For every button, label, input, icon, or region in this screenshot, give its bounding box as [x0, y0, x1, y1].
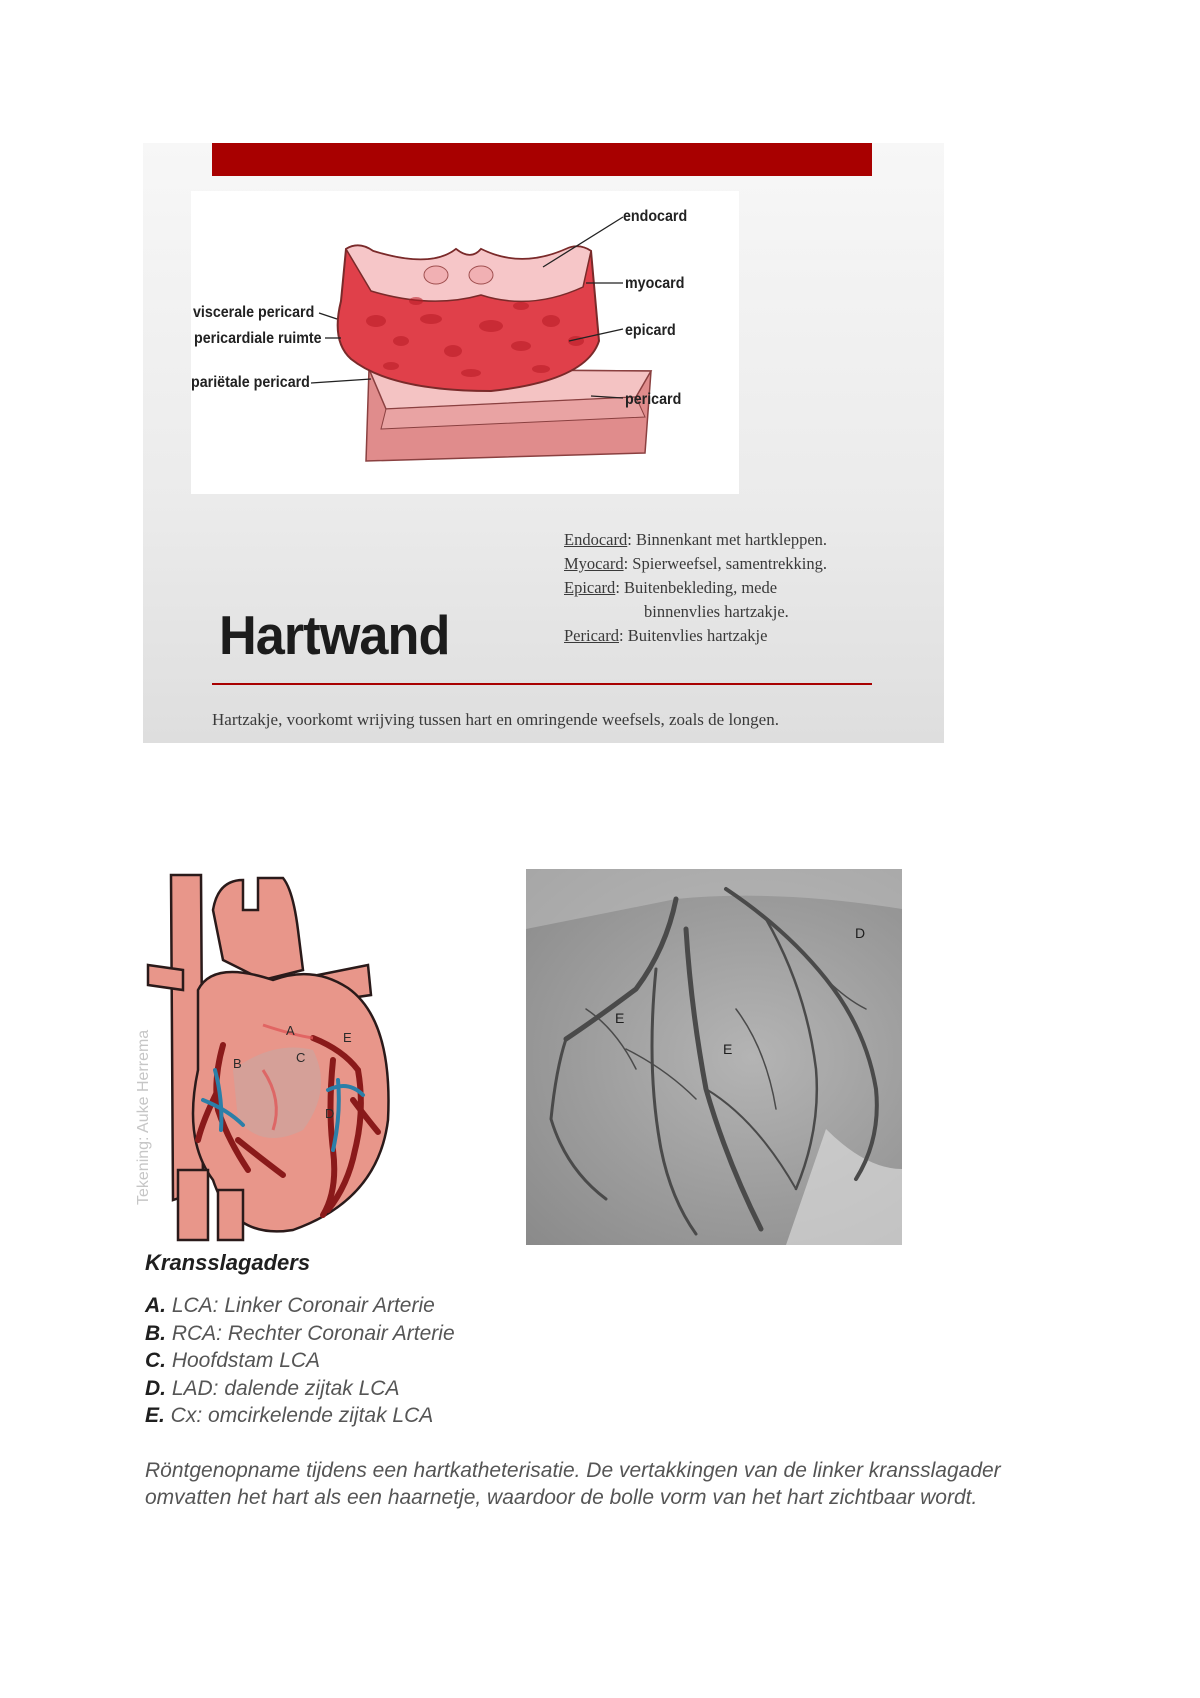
definition-term: Myocard	[564, 554, 624, 573]
angiogram-vessels	[526, 869, 902, 1245]
slide-title-bar	[212, 143, 872, 176]
definitions-list	[564, 528, 934, 648]
angiogram-image	[526, 869, 902, 1245]
xray-caption: Röntgenopname tijdens een hartkatheterisatie. De vertakkingen van de linker kransslagader omvatten het hart als een haarnetje, waardoor de bolle vorm van het hart zichtbaar wordt.	[145, 1459, 1001, 1509]
slide-footer-text: Hartzakje, voorkomt wrijving tussen hart en omringende weefsels, zoals de longen.	[212, 710, 779, 729]
label-endocard: endocard	[623, 208, 688, 225]
xray-label-e: E	[615, 1010, 625, 1026]
definition-term: Epicard	[564, 578, 616, 597]
heart-illustration	[143, 870, 423, 1250]
legend-key: A.	[145, 1294, 166, 1317]
heart-label-e: E	[343, 1030, 352, 1045]
definition-row	[564, 576, 934, 600]
slide-divider	[212, 683, 872, 685]
definition-term: Pericard	[564, 626, 619, 645]
heart-wall-diagram	[191, 191, 739, 494]
caption-title: Kransslagaders	[145, 1250, 311, 1275]
heart-label-d: D	[325, 1106, 335, 1121]
definition-row	[564, 600, 934, 624]
legend-text: LCA: Linker Coronair Arterie	[166, 1294, 435, 1317]
label-pericard: pericard	[625, 391, 682, 408]
label-parietale-pericard: pariëtale pericard	[191, 374, 310, 391]
coronary-legend	[145, 1292, 455, 1430]
legend-item	[145, 1347, 455, 1375]
heart-label-b: B	[233, 1056, 242, 1071]
legend-item	[145, 1292, 455, 1320]
legend-key: E.	[145, 1404, 165, 1427]
legend-text: LAD: dalende zijtak LCA	[166, 1376, 400, 1400]
definition-row	[564, 624, 934, 648]
legend-text: RCA: Rechter Coronair Arterie	[166, 1321, 455, 1345]
heart-label-a: A	[286, 1023, 295, 1038]
legend-item	[145, 1402, 455, 1430]
definition-row	[564, 552, 934, 576]
label-pericardiale-ruimte: pericardiale ruimte	[194, 330, 322, 347]
coronary-heart-drawing	[135, 870, 423, 1250]
legend-key: D.	[145, 1376, 166, 1400]
legend-key: B.	[145, 1321, 166, 1345]
label-epicard: epicard	[625, 322, 676, 339]
legend-key: C.	[145, 1349, 166, 1372]
definition-text: : Buitenvlies hartzakje	[618, 626, 768, 645]
definition-text: : Buitenbekleding, mede	[615, 578, 778, 597]
definition-row	[564, 528, 934, 552]
definition-text: binnenvlies hartzakje.	[644, 602, 789, 621]
label-viscerale-pericard: viscerale pericard	[193, 304, 315, 321]
illustration-credit: Tekening: Auke Herrema	[135, 1029, 152, 1205]
heart-label-c: C	[296, 1050, 306, 1065]
xray-label-e: E	[723, 1041, 733, 1057]
definition-term: Endocard	[564, 530, 628, 549]
definition-text: : Binnenkant met hartkleppen.	[627, 530, 828, 549]
xray-label-d: D	[855, 925, 866, 941]
label-myocard: myocard	[625, 275, 685, 292]
legend-text: Hoofdstam LCA	[166, 1349, 321, 1372]
slide-title: Hartwand	[219, 604, 450, 666]
hartwand-slide	[143, 143, 944, 743]
legend-item	[145, 1320, 455, 1348]
legend-text: Cx: omcirkelende zijtak LCA	[164, 1404, 434, 1427]
legend-item	[145, 1375, 455, 1403]
definition-text: : Spierweefsel, samentrekking.	[623, 554, 828, 573]
